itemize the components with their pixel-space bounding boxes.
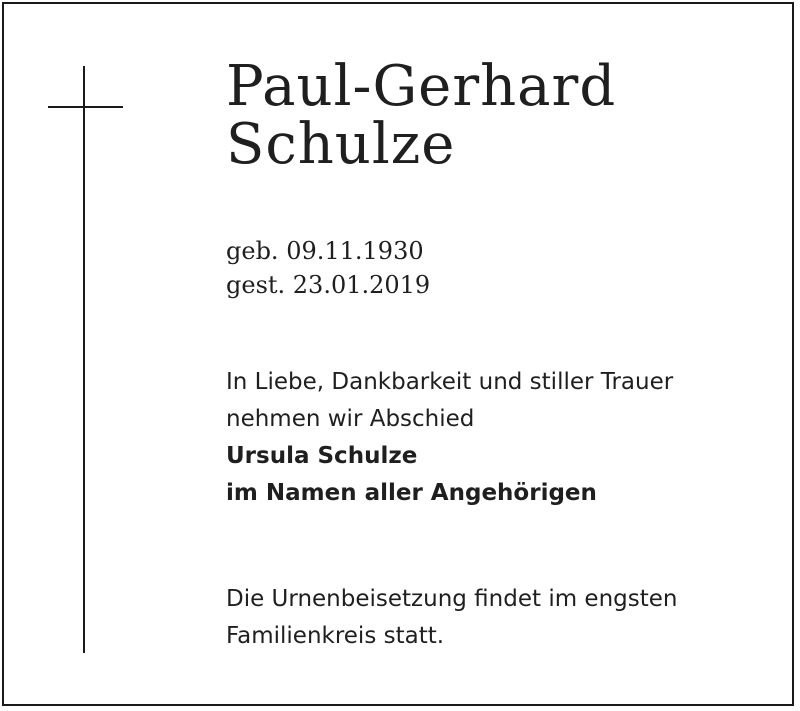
- on-behalf-line: im Namen aller Angehörigen: [226, 480, 597, 506]
- death-date: gest. 23.01.2019: [226, 271, 431, 299]
- obituary-frame: [2, 2, 794, 706]
- cross-horizontal-bar: [48, 106, 123, 108]
- life-dates: [226, 234, 430, 302]
- deceased-name: [226, 54, 617, 177]
- mourner-name: Ursula Schulze: [226, 443, 418, 469]
- birth-date: geb. 09.11.1930: [226, 237, 424, 265]
- burial-note: [226, 581, 678, 655]
- farewell-message: [226, 364, 673, 512]
- burial-note-line-2: Familienkreis statt.: [226, 623, 445, 649]
- cross-vertical-bar: [83, 66, 85, 653]
- burial-note-line-1: Die Urnenbeisetzung findet im engsten: [226, 586, 678, 612]
- farewell-line-2: nehmen wir Abschied: [226, 406, 475, 432]
- deceased-last-name: Schulze: [226, 112, 456, 177]
- farewell-line-1: In Liebe, Dankbarkeit und stiller Trauer: [226, 369, 674, 395]
- deceased-first-name: Paul-Gerhard: [226, 54, 617, 119]
